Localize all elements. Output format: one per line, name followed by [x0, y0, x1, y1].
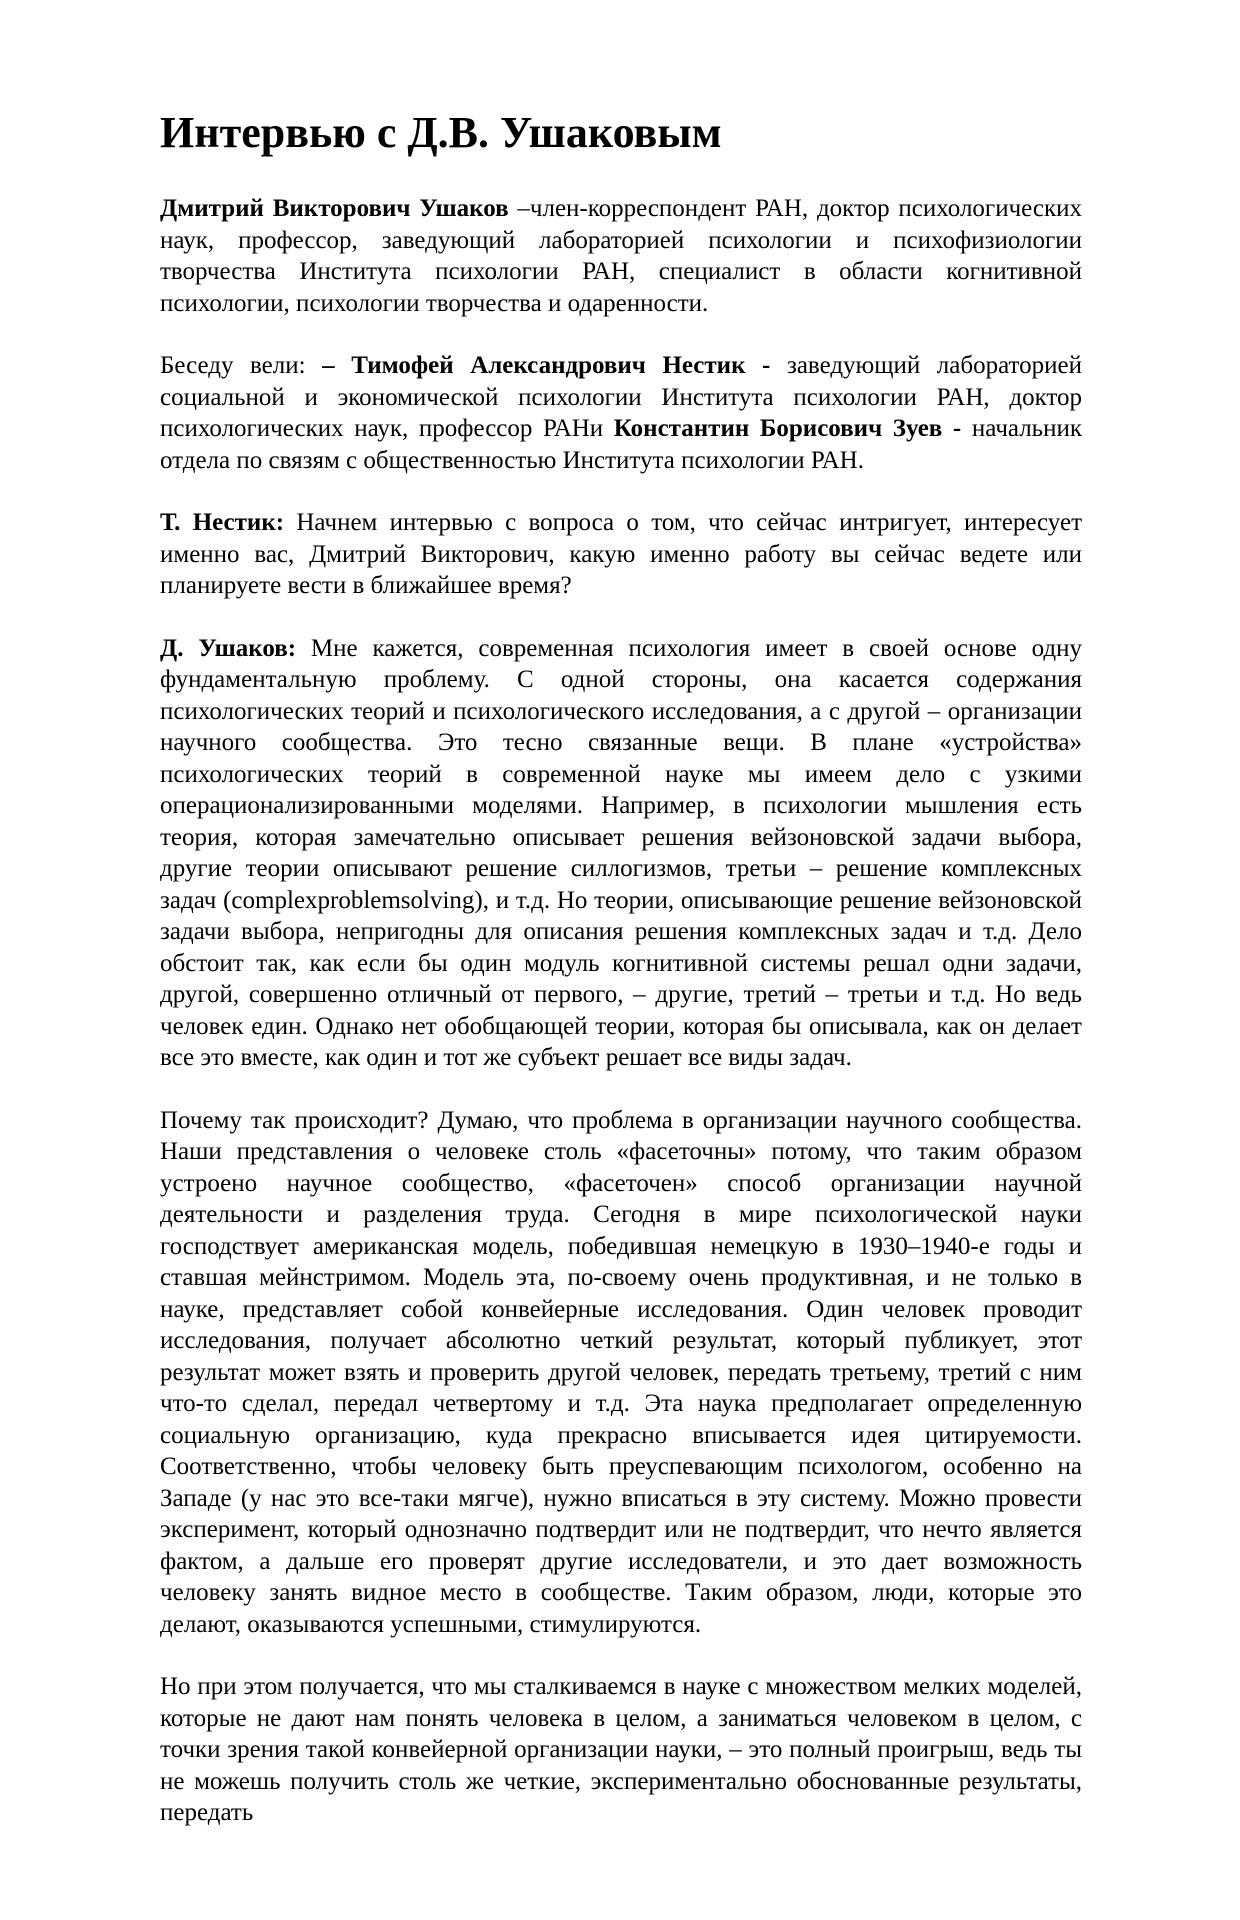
text-run: Но при этом получается, что мы сталкиваемся в науке с множеством мелких моделей, которые не дают нам понять человека в целом, а заниматься человеком в целом, с точки зрения такой конвейерной организации науки, – это полный проигрыш, ведь ты не можешь получить столь же четкие, экспериментально обоснованные результаты, передать: [160, 1673, 1082, 1827]
paragraph-interviewers: [160, 350, 1082, 476]
text-run-bold: Д. Ушаков:: [160, 634, 311, 662]
text-run-bold: Дмитрий Викторович Ушаков: [160, 195, 518, 223]
text-run: Начнем интервью с вопроса о том, что сейчас интригует, интересует именно вас, Дмитрий Викторович, какую именно работу вы сейчас ведете или планируете вести в ближайшее время?: [160, 509, 1082, 600]
paragraph-question-nestik: [160, 507, 1082, 602]
text-run: Почему так происходит? Думаю, что проблема в организации научного сообщества. Наши представления о человеке столь «фасеточны» потому, что таким образом устроено научное сообщество, «фасеточен» способ организации научной деятельности и разделения труда. Сегодня в мире психологической науки господствует американская модель, победившая немецкую в 1930–1940-е годы и ставшая мейнстримом. Модель эта, по-своему очень продуктивная, и не только в науке, представляет собой конвейерные исследования. Один человек проводит исследования, получает абсолютно четкий результат, который публикует, этот результат может взять и проверить другой человек, передать третьему, третий с ним что-то сделал, передал четвертому и т.д. Эта наука предполагает определенную социальную организацию, куда прекрасно вписывается идея цитируемости. Соответственно, чтобы человеку быть преуспевающим психологом, особенно на Западе (у нас это все-таки мягче), нужно вписаться в эту систему. Можно провести эксперимент, который однозначно подтвердит или не подтвердит, что нечто является фактом, а дальше его проверят другие исследователи, и это дает возможность человеку занять видное место в сообществе. Таким образом, люди, которые это делают, оказываются успешными, стимулируются.: [160, 1106, 1082, 1638]
text-run: –член-корреспондент РАН, доктор психологических наук, профессор, заведующий лабораторией психологии и психофизиологии творчества Института психологии РАН, специалист в области когнитивной психологии, психологии творчества и одаренности.: [160, 195, 1082, 317]
text-run: начальник отдела по связям с общественностью Института психологии РАН.: [160, 415, 1082, 474]
text-run: Мне кажется, современная психология имеет в своей основе одну фундаментальную проблему. С одной стороны, она касается содержания психологических теорий и психологического исследования, а с другой – организации научного сообщества. Это тесно связанные вещи. В плане «устройства» психологических теорий в современной науке мы имеем дело с узкими операционализированными моделями. Например, в психологии мышления есть теория, которая замечательно описывает решения вейзоновской задачи выбора, другие теории описывают решение силлогизмов, третьи – решение комплексных задач (complexproblemsolving), и т.д. Но теории, описывающие решение вейзоновской задачи выбора, непригодны для описания решения комплексных задач и т.д. Дело обстоит так, как если бы один модуль когнитивной системы решал одни задачи, другой, совершенно отличный от первого, – другие, третий – третьи и т.д. Но ведь человек един. Однако нет обобщающей теории, которая бы описывала, как он делает все это вместе, как один и тот же субъект решает все виды задач.: [160, 634, 1082, 1072]
paragraph-answer-ushakov: [160, 633, 1082, 1074]
paragraph-intro-ushakov: [160, 193, 1082, 319]
paragraph-small-models: [160, 1671, 1082, 1829]
text-run: Беседу вели:: [160, 352, 323, 380]
document-title: Интервью с Д.В. Ушаковым: [160, 108, 722, 157]
text-run-bold: – Тимофей Александрович Нестик -: [322, 352, 787, 380]
text-run-bold: Константин Борисович Зуев -: [613, 415, 972, 443]
text-run: заведующий лабораторией социальной и экономической психологии Института психологии РАН, доктор психологических наук, профессор РАНи: [160, 352, 1082, 443]
text-run-bold: Т. Нестик:: [160, 509, 297, 537]
paragraph-why-happens: [160, 1105, 1082, 1641]
